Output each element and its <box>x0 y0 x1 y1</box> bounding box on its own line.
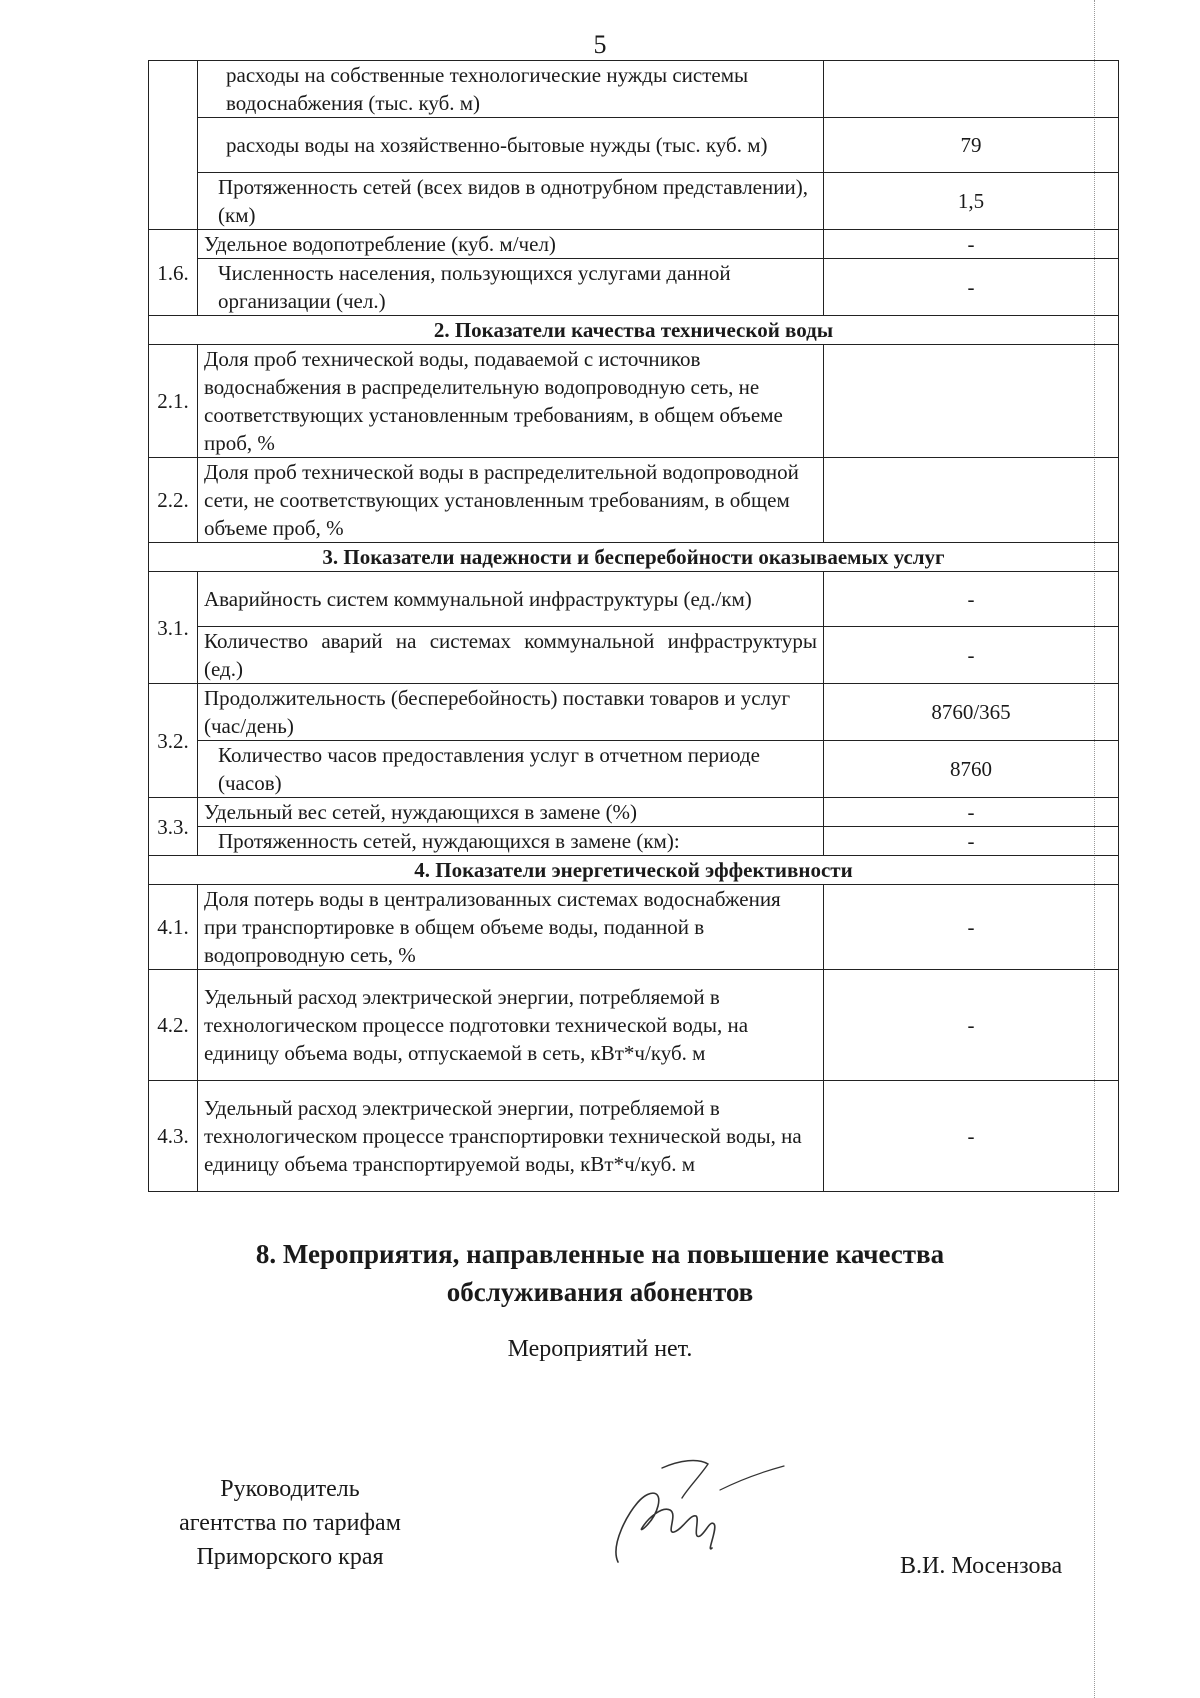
row-label: Продолжительность (бесперебойность) поставки товаров и услуг (час/день) <box>198 684 824 741</box>
row-value: - <box>824 885 1119 970</box>
row-value: 79 <box>824 118 1119 173</box>
table-row <box>149 827 1119 856</box>
row-label: Удельный расход электрической энергии, потребляемой в технологическом процессе транспортировки технической воды, на единицу объема транспортируемой воды, кВт*ч/куб. м <box>198 1081 824 1192</box>
row-label: Доля потерь воды в централизованных системах водоснабжения при транспортировке в общем объеме воды, поданной в водопроводную сеть, % <box>198 885 824 970</box>
row-label: Удельный вес сетей, нуждающихся в замене (%) <box>198 798 824 827</box>
row-label: Доля проб технической воды, подаваемой с источников водоснабжения в распределительную водопроводную сеть, не соответствующих установленным требованиям, в общем объеме проб, % <box>198 345 824 458</box>
table-row <box>149 230 1119 259</box>
table-row <box>149 741 1119 798</box>
row-number-cell <box>149 61 198 230</box>
row-label: Удельное водопотребление (куб. м/чел) <box>198 230 824 259</box>
row-label: Удельный расход электрической энергии, потребляемой в технологическом процессе подготовки технической воды, на единицу объема воды, отпускаемой в сеть, кВт*ч/куб. м <box>198 970 824 1081</box>
row-value: - <box>824 827 1119 856</box>
row-label: Аварийность систем коммунальной инфраструктуры (ед./км) <box>198 572 824 627</box>
signatory-line-1: Руководитель <box>220 1476 360 1502</box>
row-value: - <box>824 627 1119 684</box>
section-8-heading-line-1: 8. Мероприятия, направленные на повышение качества <box>255 1239 945 1269</box>
section-row <box>149 856 1119 885</box>
row-label: Численность населения, пользующихся услугами данной организации (чел.) <box>198 259 824 316</box>
table-row <box>149 572 1119 627</box>
row-value: - <box>824 230 1119 259</box>
row-value: - <box>824 1081 1119 1192</box>
signatory-line-3: Приморского края <box>196 1544 384 1570</box>
row-number: 2.1. <box>149 345 198 458</box>
row-number: 1.6. <box>149 230 198 316</box>
row-number: 4.3. <box>149 1081 198 1192</box>
table-row <box>149 885 1119 970</box>
row-number: 3.3. <box>149 798 198 856</box>
row-label: расходы воды на хозяйственно-бытовые нужды (тыс. куб. м) <box>198 118 824 173</box>
table-row <box>149 1081 1119 1192</box>
row-value: 8760 <box>824 741 1119 798</box>
table-row <box>149 684 1119 741</box>
row-label: Протяженность сетей, нуждающихся в замене (км): <box>198 827 824 856</box>
handwritten-signature <box>600 1450 800 1580</box>
row-number: 4.1. <box>149 885 198 970</box>
section-row <box>149 316 1119 345</box>
section-8-heading <box>0 1235 1200 1311</box>
section-8-heading-line-2: обслуживания абонентов <box>446 1277 754 1307</box>
section-row <box>149 543 1119 572</box>
table-row <box>149 173 1119 230</box>
signatory-name: В.И. Мосензова <box>900 1553 1063 1579</box>
row-value: - <box>824 798 1119 827</box>
row-label: Количество аварий на системах коммунальной инфраструктуры (ед.) <box>198 627 824 684</box>
page-number: 5 <box>593 30 607 59</box>
row-value: 8760/365 <box>824 684 1119 741</box>
section-heading: 2. Показатели качества технической воды <box>149 316 1119 345</box>
row-value <box>824 458 1119 543</box>
no-measures-note: Мероприятий нет. <box>507 1336 693 1362</box>
row-label: расходы на собственные технологические нужды системы водоснабжения (тыс. куб. м) <box>198 61 824 118</box>
section-heading: 4. Показатели энергетической эффективности <box>149 856 1119 885</box>
row-value: - <box>824 259 1119 316</box>
row-label: Протяженность сетей (всех видов в однотрубном представлении), (км) <box>198 173 824 230</box>
signatory-title <box>140 1472 440 1574</box>
table-row <box>149 970 1119 1081</box>
table-row <box>149 61 1119 118</box>
row-number: 3.1. <box>149 572 198 684</box>
row-label: Доля проб технической воды в распределительной водопроводной сети, не соответствующих установленным требованиям, в общем объеме проб, % <box>198 458 824 543</box>
table-row <box>149 627 1119 684</box>
table-row <box>149 118 1119 173</box>
row-value <box>824 61 1119 118</box>
row-number: 2.2. <box>149 458 198 543</box>
row-number: 3.2. <box>149 684 198 798</box>
table-row <box>149 798 1119 827</box>
indicators-table <box>148 60 1118 1192</box>
row-number: 4.2. <box>149 970 198 1081</box>
row-value: 1,5 <box>824 173 1119 230</box>
table-row <box>149 458 1119 543</box>
row-value: - <box>824 572 1119 627</box>
row-value <box>824 345 1119 458</box>
row-label: Количество часов предоставления услуг в отчетном периоде (часов) <box>198 741 824 798</box>
row-value: - <box>824 970 1119 1081</box>
section-heading: 3. Показатели надежности и бесперебойности оказываемых услуг <box>149 543 1119 572</box>
table-row <box>149 345 1119 458</box>
signatory-line-2: агентства по тарифам <box>179 1510 401 1536</box>
table-row <box>149 259 1119 316</box>
